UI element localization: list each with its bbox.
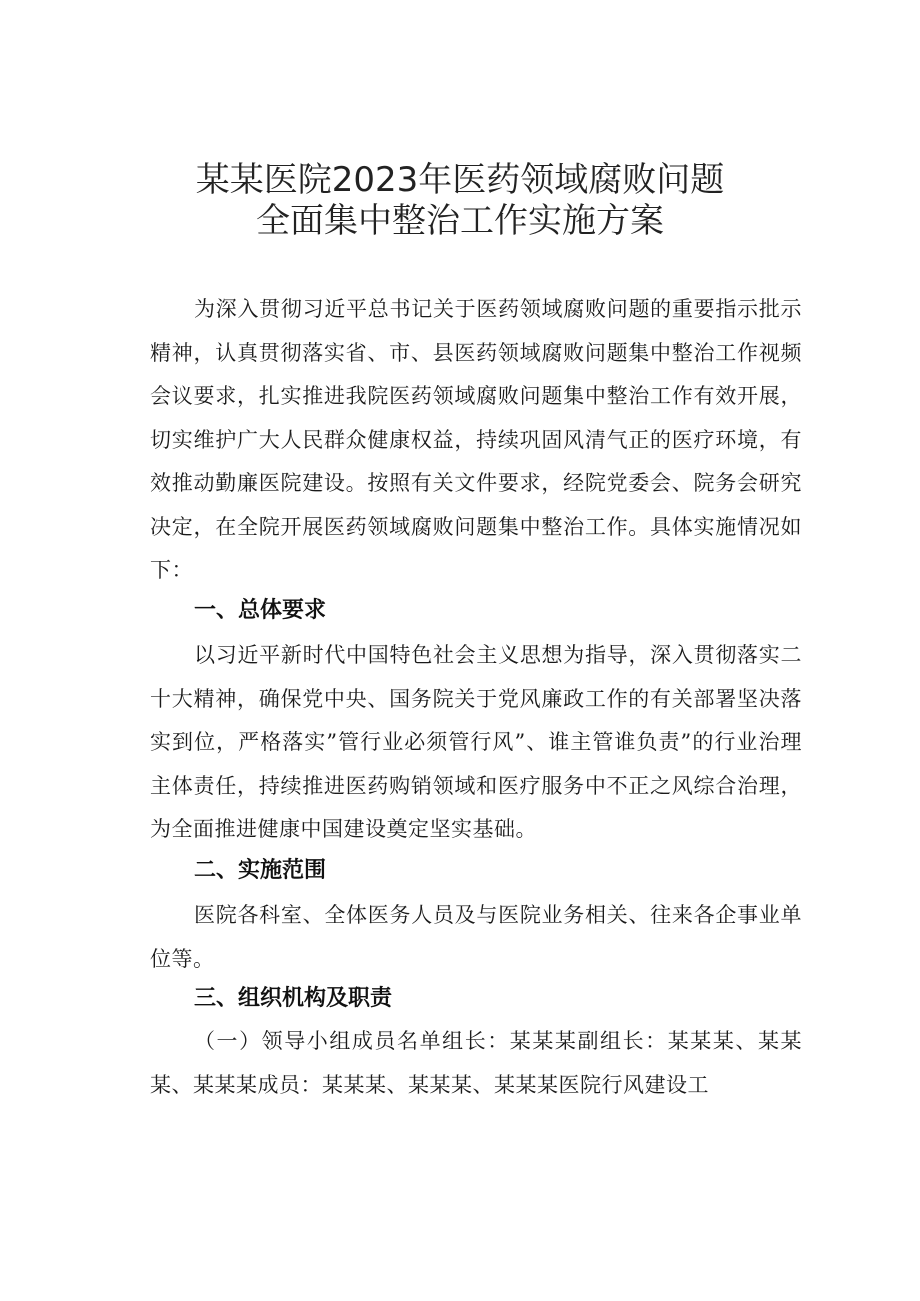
document-title-line-1: 某某医院2023年医药领域腐败问题 — [195, 160, 725, 200]
intro-paragraph-block — [150, 288, 802, 593]
section-heading-organization: 三、组织机构及职责 — [194, 986, 393, 1011]
scope-block — [150, 894, 802, 981]
organization-paragraph: （一）领导小组成员名单组长：某某某副组长：某某某、某某某、某某某成员：某某某、某某某、某某某医院行风建设工 — [150, 1029, 802, 1097]
section-heading-scope: 二、实施范围 — [194, 858, 327, 883]
general-requirements-paragraph: 以习近平新时代中国特色社会主义思想为指导，深入贯彻落实二十大精神，确保党中央、国务院关于党风廉政工作的有关部署坚决落实到位，严格落实”管行业必须管行风”、谁主管谁负责”的行业治理主体责任，持续推进医药购销领域和医疗服务中不正之风综合治理，为全面推进健康中国建设奠定坚实基础。 — [150, 643, 802, 841]
document-title-line-2: 全面集中整治工作实施方案 — [256, 201, 664, 241]
general-requirements-block — [150, 634, 802, 852]
intro-paragraph: 为深入贯彻习近平总书记关于医药领域腐败问题的重要指示批示精神，认真贯彻落实省、市、县医药领域腐败问题集中整治工作视频会议要求，扎实推进我院医药领域腐败问题集中整治工作有效开展，切实维护广大人民群众健康权益，持续巩固风清气正的医疗环境，有效推动勤廉医院建设。按照有关文件要求，经院党委会、院务会研究决定，在全院开展医药领域腐败问题集中整治工作。具体实施情况如下： — [150, 297, 802, 582]
section-heading-general-requirements: 一、总体要求 — [194, 598, 327, 623]
organization-block — [150, 1020, 802, 1107]
scope-paragraph: 医院各科室、全体医务人员及与医院业务相关、往来各企事业单位等。 — [150, 903, 802, 971]
